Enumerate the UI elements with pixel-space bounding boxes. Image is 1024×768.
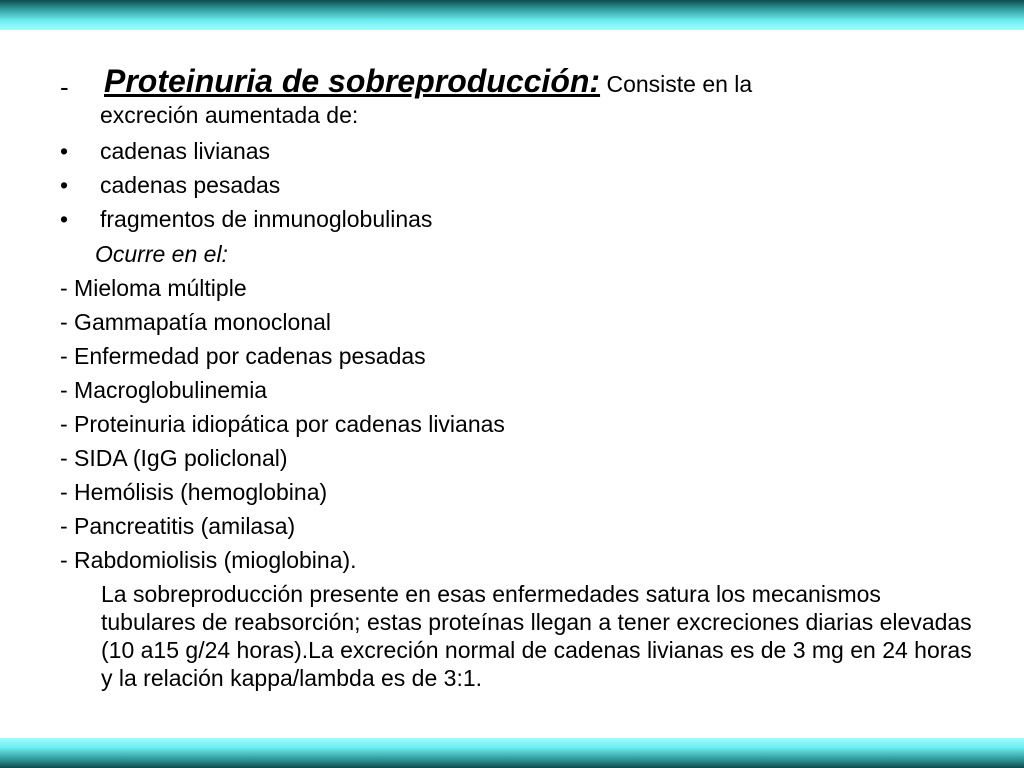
bullet-marker: • (60, 206, 69, 232)
explanation-paragraph: La sobreproducción presente en esas enfermedades satura los mecanismos tubulares de reabsorción; estas proteínas llegan a tener excreciones diarias elevadas (10 a15 g/24 horas).La excreción normal de cadenas livianas es de 3 mg en 24 horas y la relación kappa/lambda es de 3:1. (101, 581, 972, 691)
ocurre-label: Ocurre en el: (95, 241, 228, 267)
heading-rest: Consiste en la (600, 71, 753, 97)
bullet-marker: • (60, 138, 69, 164)
list-item: - Hemólisis (hemoglobina) (60, 479, 328, 505)
list-item: - Proteinuria idiopática por cadenas livianas (60, 411, 505, 437)
heading-title: Proteinuria de sobreproducción: (104, 63, 601, 99)
list-item: - Gammapatía monoclonal (60, 309, 332, 335)
heading-dash: - (60, 72, 69, 102)
heading-continuation: excreción aumentada de: (100, 102, 359, 128)
list-item: - Mieloma múltiple (60, 275, 247, 301)
bottom-decorative-band (0, 738, 1024, 768)
list-item: - Pancreatitis (amilasa) (60, 513, 296, 539)
list-item: - Rabdomiolisis (mioglobina). (60, 547, 357, 573)
bullet-text: cadenas pesadas (100, 172, 281, 198)
bullet-text: fragmentos de inmunoglobulinas (100, 206, 433, 232)
list-item: - SIDA (IgG policlonal) (60, 445, 288, 471)
list-item: - Enfermedad por cadenas pesadas (60, 343, 426, 369)
slide-heading (104, 64, 752, 101)
bullet-text: cadenas livianas (100, 138, 271, 164)
bullet-marker: • (60, 172, 69, 198)
list-item: - Macroglobulinemia (60, 377, 268, 403)
